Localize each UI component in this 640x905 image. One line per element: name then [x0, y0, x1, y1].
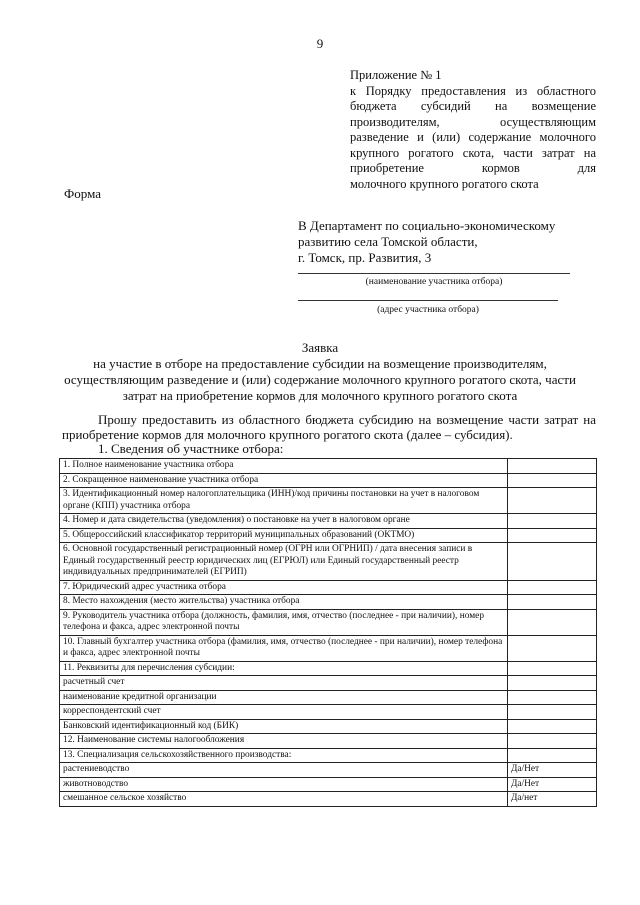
row-label: 13. Специализация сельскохозяйственного производства: — [60, 748, 508, 763]
table-row — [60, 543, 597, 581]
table-row — [60, 661, 597, 676]
table-row — [60, 473, 597, 488]
appendix-last-line: молочного крупного рогатого скота — [350, 176, 539, 191]
row-value[interactable]: Да/Нет — [507, 763, 596, 778]
row-value[interactable] — [507, 719, 596, 734]
table-row — [60, 763, 597, 778]
row-value[interactable] — [507, 676, 596, 691]
row-value[interactable] — [507, 705, 596, 720]
appendix-block — [350, 68, 596, 192]
row-label: растениеводство — [60, 763, 508, 778]
row-label: наименование кредитной организации — [60, 690, 508, 705]
row-value[interactable] — [507, 488, 596, 514]
table-row — [60, 635, 597, 661]
addressee-line-2: развитию села Томской области, — [298, 234, 478, 249]
row-value[interactable] — [507, 734, 596, 749]
row-label: 7. Юридический адрес участника отбора — [60, 580, 508, 595]
participant-name-caption: (наименование участника отбора) — [365, 277, 503, 287]
table-row — [60, 748, 597, 763]
heading-line-1: на участие в отборе на предоставление субсидии на возмещение производителям, — [93, 356, 547, 371]
row-label: 11. Реквизиты для перечисления субсидии: — [60, 661, 508, 676]
row-value[interactable] — [507, 473, 596, 488]
table-row — [60, 734, 597, 749]
table-row — [60, 580, 597, 595]
table-row — [60, 676, 597, 691]
table-row — [60, 609, 597, 635]
row-label: смешанное сельское хозяйство — [60, 792, 508, 807]
row-value[interactable]: Да/Нет — [507, 777, 596, 792]
row-label: 5. Общероссийский классификатор территорий муниципальных образований (ОКТМО) — [60, 528, 508, 543]
row-label: расчетный счет — [60, 676, 508, 691]
table-row — [60, 777, 597, 792]
table-row — [60, 528, 597, 543]
addressee-line-3: г. Томск, пр. Развития, 3 — [298, 250, 432, 265]
appendix-body: к Порядку предоставления из областного бюджета субсидий на возмещение производителям, осуществляющим разведение и (или) содержание молочного крупного рогатого скота, части затрат на приобретение кормов для — [350, 83, 596, 175]
row-value[interactable] — [507, 661, 596, 676]
row-label: корреспондентский счет — [60, 705, 508, 720]
addressee-block — [298, 218, 598, 266]
row-value[interactable]: Да/нет — [507, 792, 596, 807]
table-row — [60, 792, 597, 807]
intro-text: Прошу предоставить из областного бюджета субсидию на возмещение части затрат на приобретение кормов для молочного крупного рогатого скота (далее – субсидия). — [62, 412, 596, 442]
row-label: 10. Главный бухгалтер участника отбора (фамилия, имя, отчество (последнее - при наличии), номер телефона и факса, адрес электронной почты — [60, 635, 508, 661]
row-label: 3. Идентификационный номер налогоплательщика (ИНН)/код причины постановки на учет в налоговом органе (КПП) участника отбора — [60, 488, 508, 514]
table-row — [60, 488, 597, 514]
participant-address-caption: (адрес участника отбора) — [377, 305, 479, 315]
form-label: Форма — [64, 186, 101, 201]
row-value[interactable] — [507, 595, 596, 610]
intro-paragraph — [62, 412, 596, 442]
participant-info-table — [59, 458, 597, 807]
heading-line-2: осуществляющим разведение и (или) содержание молочного крупного рогатого скота, части — [64, 372, 576, 387]
table-row — [60, 595, 597, 610]
table-row — [60, 690, 597, 705]
row-label: 9. Руководитель участника отбора (должность, фамилия, имя, отчество (последнее - при наличии), номер телефона и факса, адрес электронной почты — [60, 609, 508, 635]
row-label: 8. Место нахождения (место жительства) участника отбора — [60, 595, 508, 610]
row-label: 4. Номер и дата свидетельства (уведомления) о постановке на учет в налоговом органе — [60, 514, 508, 529]
participant-name-line — [298, 273, 570, 274]
participant-address-line — [298, 300, 558, 301]
heading-title: Заявка — [301, 340, 339, 355]
row-value[interactable] — [507, 580, 596, 595]
row-value[interactable] — [507, 543, 596, 581]
row-value[interactable] — [507, 635, 596, 661]
row-label: 2. Сокращенное наименование участника отбора — [60, 473, 508, 488]
section-title: 1. Сведения об участнике отбора: — [98, 441, 284, 456]
row-label: животноводство — [60, 777, 508, 792]
application-heading — [40, 340, 600, 404]
row-value[interactable] — [507, 459, 596, 474]
addressee-line-1: В Департамент по социально-экономическому — [298, 218, 556, 233]
table-row — [60, 514, 597, 529]
row-value[interactable] — [507, 514, 596, 529]
table-row — [60, 459, 597, 474]
table-row — [60, 719, 597, 734]
page-number: 9 — [316, 36, 324, 51]
heading-line-3: затрат на приобретение кормов для молочного крупного рогатого скота — [122, 388, 518, 403]
row-value[interactable] — [507, 528, 596, 543]
row-label: Банковский идентификационный код (БИК) — [60, 719, 508, 734]
table-row — [60, 705, 597, 720]
row-value[interactable] — [507, 690, 596, 705]
row-label: 1. Полное наименование участника отбора — [60, 459, 508, 474]
row-value[interactable] — [507, 609, 596, 635]
row-label: 6. Основной государственный регистрационный номер (ОГРН или ОГРНИП) / дата внесения записи в Единый государственный реестр юридических лиц (ЕГРЮЛ) или Единый государственный реестр индивидуальных предпринимателей (ЕГРИП) — [60, 543, 508, 581]
appendix-title: Приложение № 1 — [350, 68, 442, 82]
row-label: 12. Наименование системы налогообложения — [60, 734, 508, 749]
row-value[interactable] — [507, 748, 596, 763]
